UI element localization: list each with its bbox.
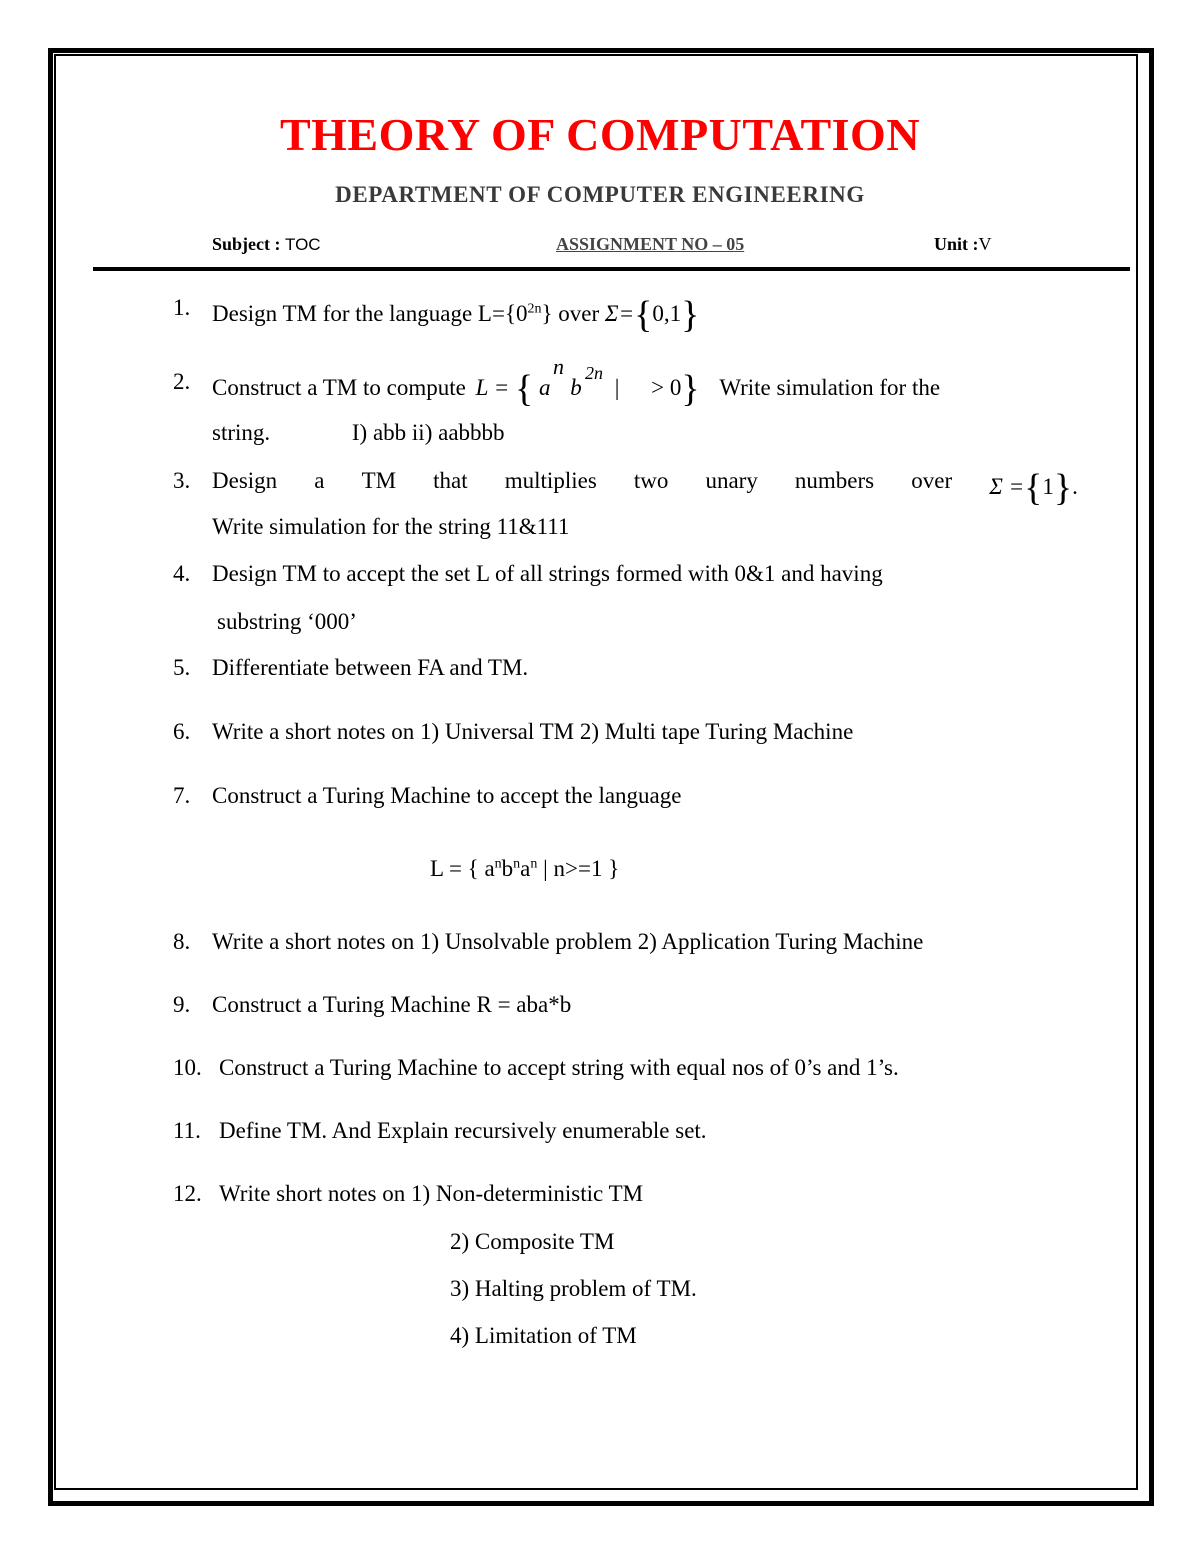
question-9: Construct a Turing Machine R = aba*b [212, 992, 572, 1017]
q2-bar: | [614, 375, 620, 400]
question-number: 9. [173, 992, 191, 1017]
question-4-line-2: substring ‘000’ [217, 609, 357, 634]
question-7: Construct a Turing Machine to accept the language [212, 783, 682, 808]
q3-sigma: Σ = [989, 474, 1025, 499]
question-number: 2. [173, 369, 191, 394]
question-number: 7. [173, 783, 191, 808]
question-number: 5. [173, 655, 191, 680]
question-12: Write short notes on 1) Non-deterministic TM [219, 1181, 644, 1206]
question-number: 3. [173, 468, 191, 493]
q12-item: 3) Halting problem of TM. [450, 1276, 697, 1301]
q3-sigma-set: Σ ={1}. [989, 467, 1078, 509]
q7-equation [430, 857, 619, 880]
q2-2n: 2n [584, 363, 603, 383]
question-8: Write a short notes on 1) Unsolvable problem 2) Application Turing Machine [212, 929, 924, 954]
q7-eq-c: a [520, 856, 531, 881]
q7-eq-d: | n>=1 } [537, 856, 620, 881]
q3-word: a [314, 468, 325, 493]
question-3 [212, 469, 1078, 507]
q3-word: over [911, 468, 953, 493]
q1-text-a: Design TM for the language L={0 [212, 301, 528, 326]
q7-exp-2: n [513, 856, 521, 872]
q2-text-a: Construct a TM to compute [212, 375, 466, 400]
brace-open: { [514, 368, 534, 410]
q1-set: 0,1 [652, 301, 682, 326]
q2-line2-a: string. [212, 420, 271, 445]
brace-close: } [681, 368, 700, 410]
unit-value: V [978, 234, 992, 254]
q2-l-eq: L = [475, 375, 510, 400]
q12-item: 2) Composite TM [450, 1229, 615, 1254]
question-number: 6. [173, 719, 191, 744]
question-number: 1. [173, 295, 191, 320]
q3-word: TM [361, 468, 397, 493]
question-5: Differentiate between FA and TM. [212, 655, 529, 680]
question-6: Write a short notes on 1) Universal TM 2) Multi tape Turing Machine [212, 719, 854, 744]
unit-field [934, 234, 992, 255]
question-10: Construct a Turing Machine to accept string with equal nos of 0’s and 1’s. [219, 1055, 899, 1080]
unit-label: Unit : [934, 234, 979, 254]
q3-word: multiplies [504, 468, 597, 493]
q7-exp-3: n [530, 856, 538, 872]
q3-set: 1 [1042, 474, 1054, 499]
q2-expression [538, 354, 609, 400]
q2-line2-b: I) abb ii) aabbbb [351, 420, 505, 445]
question-number: 8. [173, 929, 191, 954]
q7-eq-a: L = { a [430, 856, 495, 881]
question-2 [212, 354, 941, 410]
q12-item: 4) Limitation of TM [450, 1323, 637, 1348]
brace-open: { [1024, 467, 1043, 509]
q1-text-b: } over [541, 301, 600, 326]
question-1 [212, 296, 699, 334]
header-divider [93, 267, 1130, 271]
q2-n: n [552, 354, 564, 379]
subject-field [212, 234, 321, 255]
q1-sigma: Σ= [604, 301, 635, 326]
subject-label: Subject : [212, 234, 281, 254]
question-number: 12. [173, 1181, 202, 1206]
brace-close: } [681, 294, 700, 336]
q3-word: Design [212, 468, 278, 493]
q3-word: that [433, 468, 468, 493]
q3-word: two [633, 468, 669, 493]
assignment-number: ASSIGNMENT NO – 05 [556, 234, 745, 254]
q2-text-b: Write simulation for the [719, 375, 941, 400]
question-4: Design TM to accept the set L of all strings formed with 0&1 and having [212, 561, 883, 586]
q2-b: b [570, 375, 582, 400]
question-11: Define TM. And Explain recursively enumerable set. [219, 1118, 707, 1143]
question-2-line-2 [212, 421, 505, 444]
page-title: THEORY OF COMPUTATION [279, 109, 921, 160]
subject-value: TOC [285, 235, 321, 254]
q1-exponent: 2n [527, 301, 542, 317]
brace-open: { [634, 294, 653, 336]
question-3-line-2: Write simulation for the string 11&111 [212, 514, 570, 539]
question-number: 10. [173, 1055, 202, 1080]
question-number: 4. [173, 561, 191, 586]
q3-word: unary [705, 468, 758, 493]
brace-close: } [1053, 467, 1073, 509]
q3-word: numbers [794, 468, 875, 493]
department-heading: DEPARTMENT OF COMPUTER ENGINEERING [335, 182, 865, 207]
q2-a: a [538, 375, 551, 400]
q2-cond: > 0 [651, 375, 682, 400]
q7-eq-b: b [501, 856, 514, 881]
question-number: 11. [173, 1118, 201, 1143]
q7-exp-1: n [494, 856, 502, 872]
